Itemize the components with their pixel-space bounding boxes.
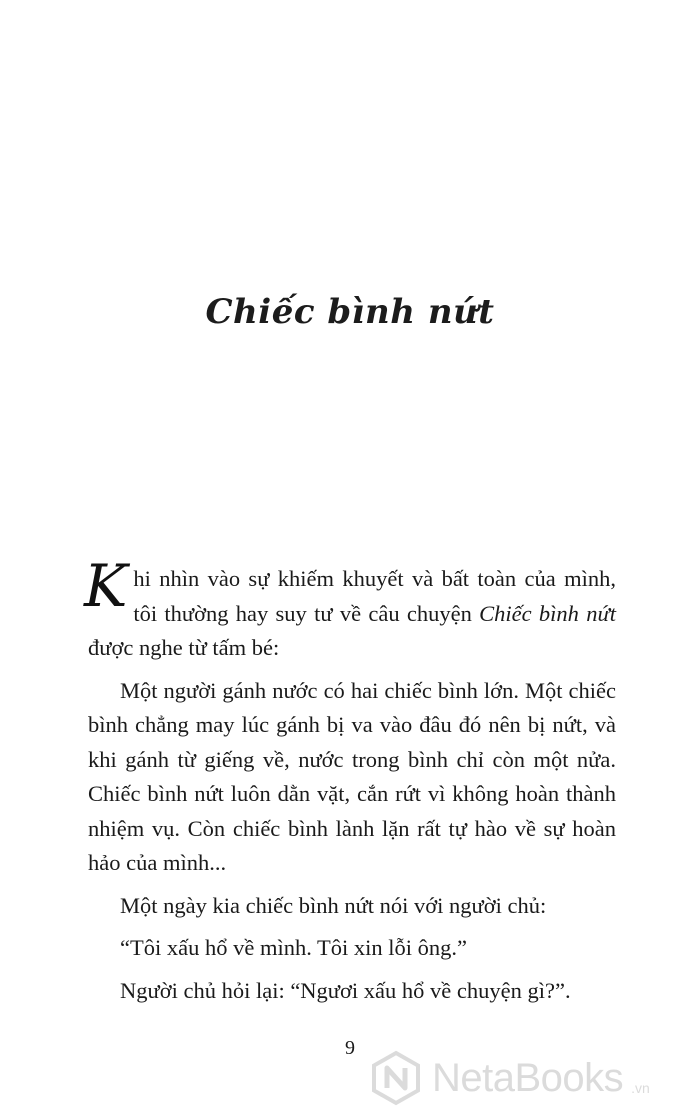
netabooks-logo-icon	[368, 1050, 424, 1106]
paragraph-1	[84, 552, 616, 666]
watermark-suffix: .vn	[631, 1080, 650, 1096]
drop-cap: K	[84, 552, 128, 620]
page-number: 9	[345, 1037, 355, 1059]
paragraph-5: Người chủ hỏi lại: “Ngươi xấu hổ về chuyện gì?”.	[120, 977, 571, 1003]
watermark	[368, 1048, 650, 1108]
paragraph-1-text-end: được nghe từ tấm bé:	[88, 635, 280, 660]
body-text	[84, 552, 616, 1008]
paragraph-3: Một ngày kia chiếc bình nứt nói với người chủ:	[120, 892, 547, 918]
paragraph-2: Một người gánh nước có hai chiếc bình lớn. Một chiếc bình chẳng may lúc gánh bị va vào đâu đó nên bị nứt, và khi gánh từ giếng về, nước trong bình chỉ còn một nửa. Chiếc bình nứt luôn dằn vặt, cắn rứt vì không hoàn thành nhiệm vụ. Còn chiếc bình lành lặn rất tự hào về sự hoàn hảo của mình...	[88, 677, 616, 875]
watermark-brand: NetaBooks	[432, 1055, 624, 1100]
paragraph-1-text-start: hi nhìn vào sự khiếm khuyết và bất toàn của mình, tôi thường hay suy tư về câu chuyện	[133, 566, 616, 626]
story-title-inline: Chiếc bình nứt	[479, 600, 616, 626]
paragraph-4: “Tôi xấu hổ về mình. Tôi xin lỗi ông.”	[120, 935, 468, 960]
chapter-title: Chiếc bình nứt	[205, 292, 495, 332]
